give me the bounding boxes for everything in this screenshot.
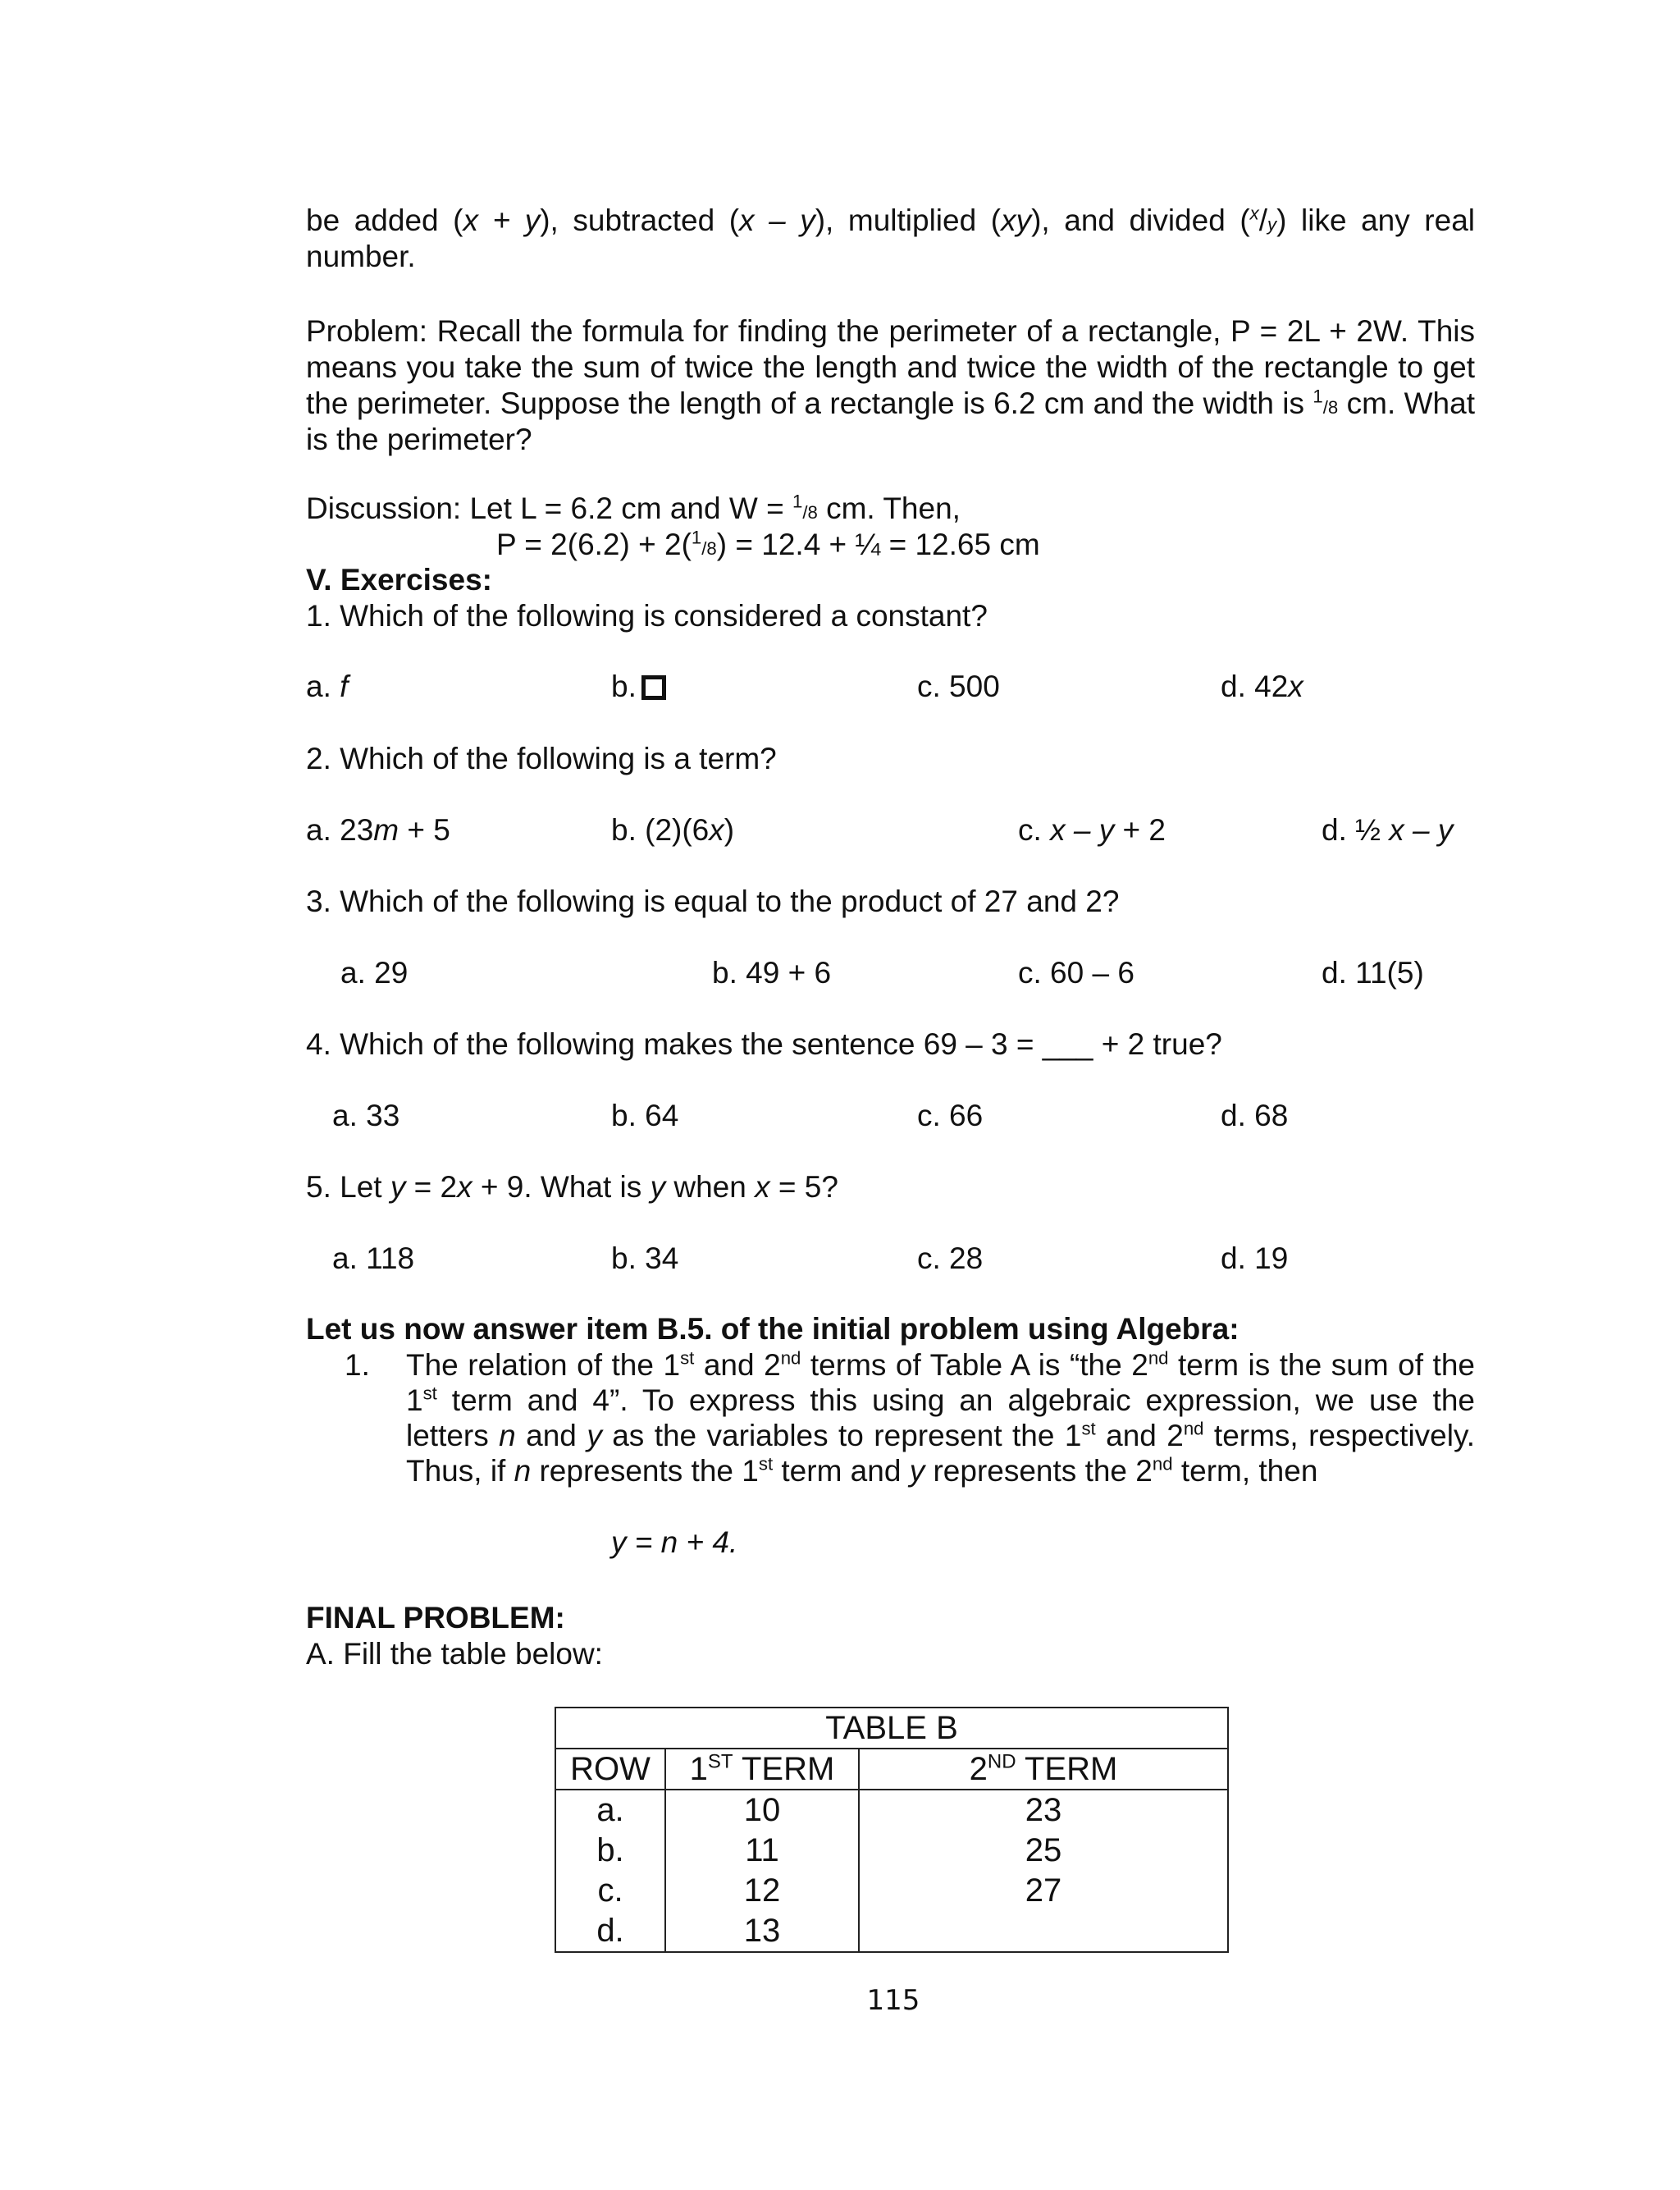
question-5: 5. Let y = 2x + 9. What is y when x = 5? bbox=[306, 1170, 838, 1204]
table-header-row bbox=[555, 1749, 1228, 1790]
q3-option-a: a. 29 bbox=[340, 956, 409, 990]
q4-option-d: d. 68 bbox=[1221, 1099, 1289, 1132]
table-row bbox=[555, 1831, 1228, 1871]
question-4-options bbox=[306, 1098, 1475, 1134]
question-2-options bbox=[306, 812, 1475, 848]
page-number: 115 bbox=[866, 1984, 920, 2017]
q1-option-b: b. bbox=[611, 669, 666, 705]
cell-second-term-blank[interactable] bbox=[859, 1911, 1228, 1952]
table-title: TABLE B bbox=[555, 1708, 1228, 1749]
question-5-options bbox=[306, 1241, 1475, 1277]
problem-paragraph: Problem: Recall the formula for finding the perimeter of a rectangle, P = 2L + 2W. This means you take the sum of twice the length and twice the width of the rectangle to get the perimeter. Suppose the length of a rectangle is 6.2 cm and the width is $^1$/8 cm. What is the perimeter? bbox=[306, 314, 1475, 456]
q5-option-d: d. 19 bbox=[1221, 1241, 1289, 1275]
q1-option-a: a. f bbox=[306, 670, 349, 703]
cell-first-term: 12 bbox=[665, 1871, 859, 1911]
final-problem-heading: FINAL PROBLEM: bbox=[306, 1601, 565, 1634]
discussion-line-1: Discussion: Let L = 6.2 cm and W = $^1$/8 cm. Then, bbox=[306, 491, 961, 525]
table-b bbox=[555, 1707, 1229, 1953]
cell-second-term: 23 bbox=[859, 1790, 1228, 1831]
cell-row-label: c. bbox=[555, 1871, 665, 1911]
cell-row-label: d. bbox=[555, 1911, 665, 1952]
final-problem-instruction: A. Fill the table below: bbox=[306, 1637, 603, 1671]
q1-option-d: d. 42x bbox=[1221, 670, 1303, 703]
cell-first-term: 13 bbox=[665, 1911, 859, 1952]
q3-option-b: b. 49 + 6 bbox=[712, 956, 832, 990]
discussion-line-2: P = 2(6.2) + 2($^1$/8) = 12.4 + ¼ = 12.65 cm bbox=[496, 527, 1040, 561]
cell-first-term: 10 bbox=[665, 1790, 859, 1831]
q2-option-d: d. ½ x – y bbox=[1322, 813, 1454, 847]
table-row bbox=[555, 1790, 1228, 1831]
intro-paragraph: be added (x + y), subtracted (x – y), multiplied (xy), and divided ($^x$/y) like any real number. bbox=[306, 203, 1476, 273]
q3-option-c: c. 60 – 6 bbox=[1018, 956, 1134, 990]
algebra-formula: y = n + 4. bbox=[611, 1525, 738, 1559]
square-icon bbox=[641, 675, 666, 700]
header-first-term: 1ST TERM bbox=[665, 1749, 859, 1790]
q3-option-d: d. 11(5) bbox=[1322, 956, 1424, 990]
q2-option-c: c. x – y + 2 bbox=[1018, 813, 1166, 847]
header-row: ROW bbox=[555, 1749, 665, 1790]
q4-option-c: c. 66 bbox=[917, 1099, 984, 1132]
q2-option-a: a. 23m + 5 bbox=[306, 813, 450, 847]
q4-option-a: a. 33 bbox=[332, 1099, 400, 1132]
exercises-heading: V. Exercises: bbox=[306, 563, 492, 597]
header-second-term: 2ND TERM bbox=[859, 1749, 1228, 1790]
question-1-options bbox=[306, 669, 1475, 705]
table-row bbox=[555, 1911, 1228, 1952]
question-1: 1. Which of the following is considered a constant? bbox=[306, 599, 988, 633]
q2-option-b: b. (2)(6x) bbox=[611, 813, 735, 847]
algebra-list-item: 1. The relation of the 1st and 2nd terms of Table A is “the 2nd term is the sum of the 1st term and 4”. To express this using an algebraic expression, we use the letters n and y as the variables to represent the 1st and 2nd terms, respectively. Thus, if n represents the 1st term and y represents the 2nd term, then bbox=[345, 1347, 1475, 1488]
cell-row-label: b. bbox=[555, 1831, 665, 1871]
question-4: 4. Which of the following makes the sentence 69 – 3 = ___ + 2 true? bbox=[306, 1027, 1222, 1061]
table-row bbox=[555, 1871, 1228, 1911]
question-2: 2. Which of the following is a term? bbox=[306, 742, 777, 775]
algebra-heading: Let us now answer item B.5. of the initial problem using Algebra: bbox=[306, 1312, 1239, 1346]
cell-row-label: a. bbox=[555, 1790, 665, 1831]
q4-option-b: b. 64 bbox=[611, 1099, 679, 1132]
cell-second-term: 25 bbox=[859, 1831, 1228, 1871]
cell-first-term: 11 bbox=[665, 1831, 859, 1871]
cell-second-term: 27 bbox=[859, 1871, 1228, 1911]
table-title-row bbox=[555, 1708, 1228, 1749]
q5-option-c: c. 28 bbox=[917, 1241, 984, 1275]
q5-option-b: b. 34 bbox=[611, 1241, 679, 1275]
question-3-options bbox=[306, 955, 1475, 991]
q1-option-c: c. 500 bbox=[917, 670, 1000, 703]
question-3: 3. Which of the following is equal to the product of 27 and 2? bbox=[306, 885, 1120, 918]
q5-option-a: a. 118 bbox=[332, 1241, 415, 1275]
